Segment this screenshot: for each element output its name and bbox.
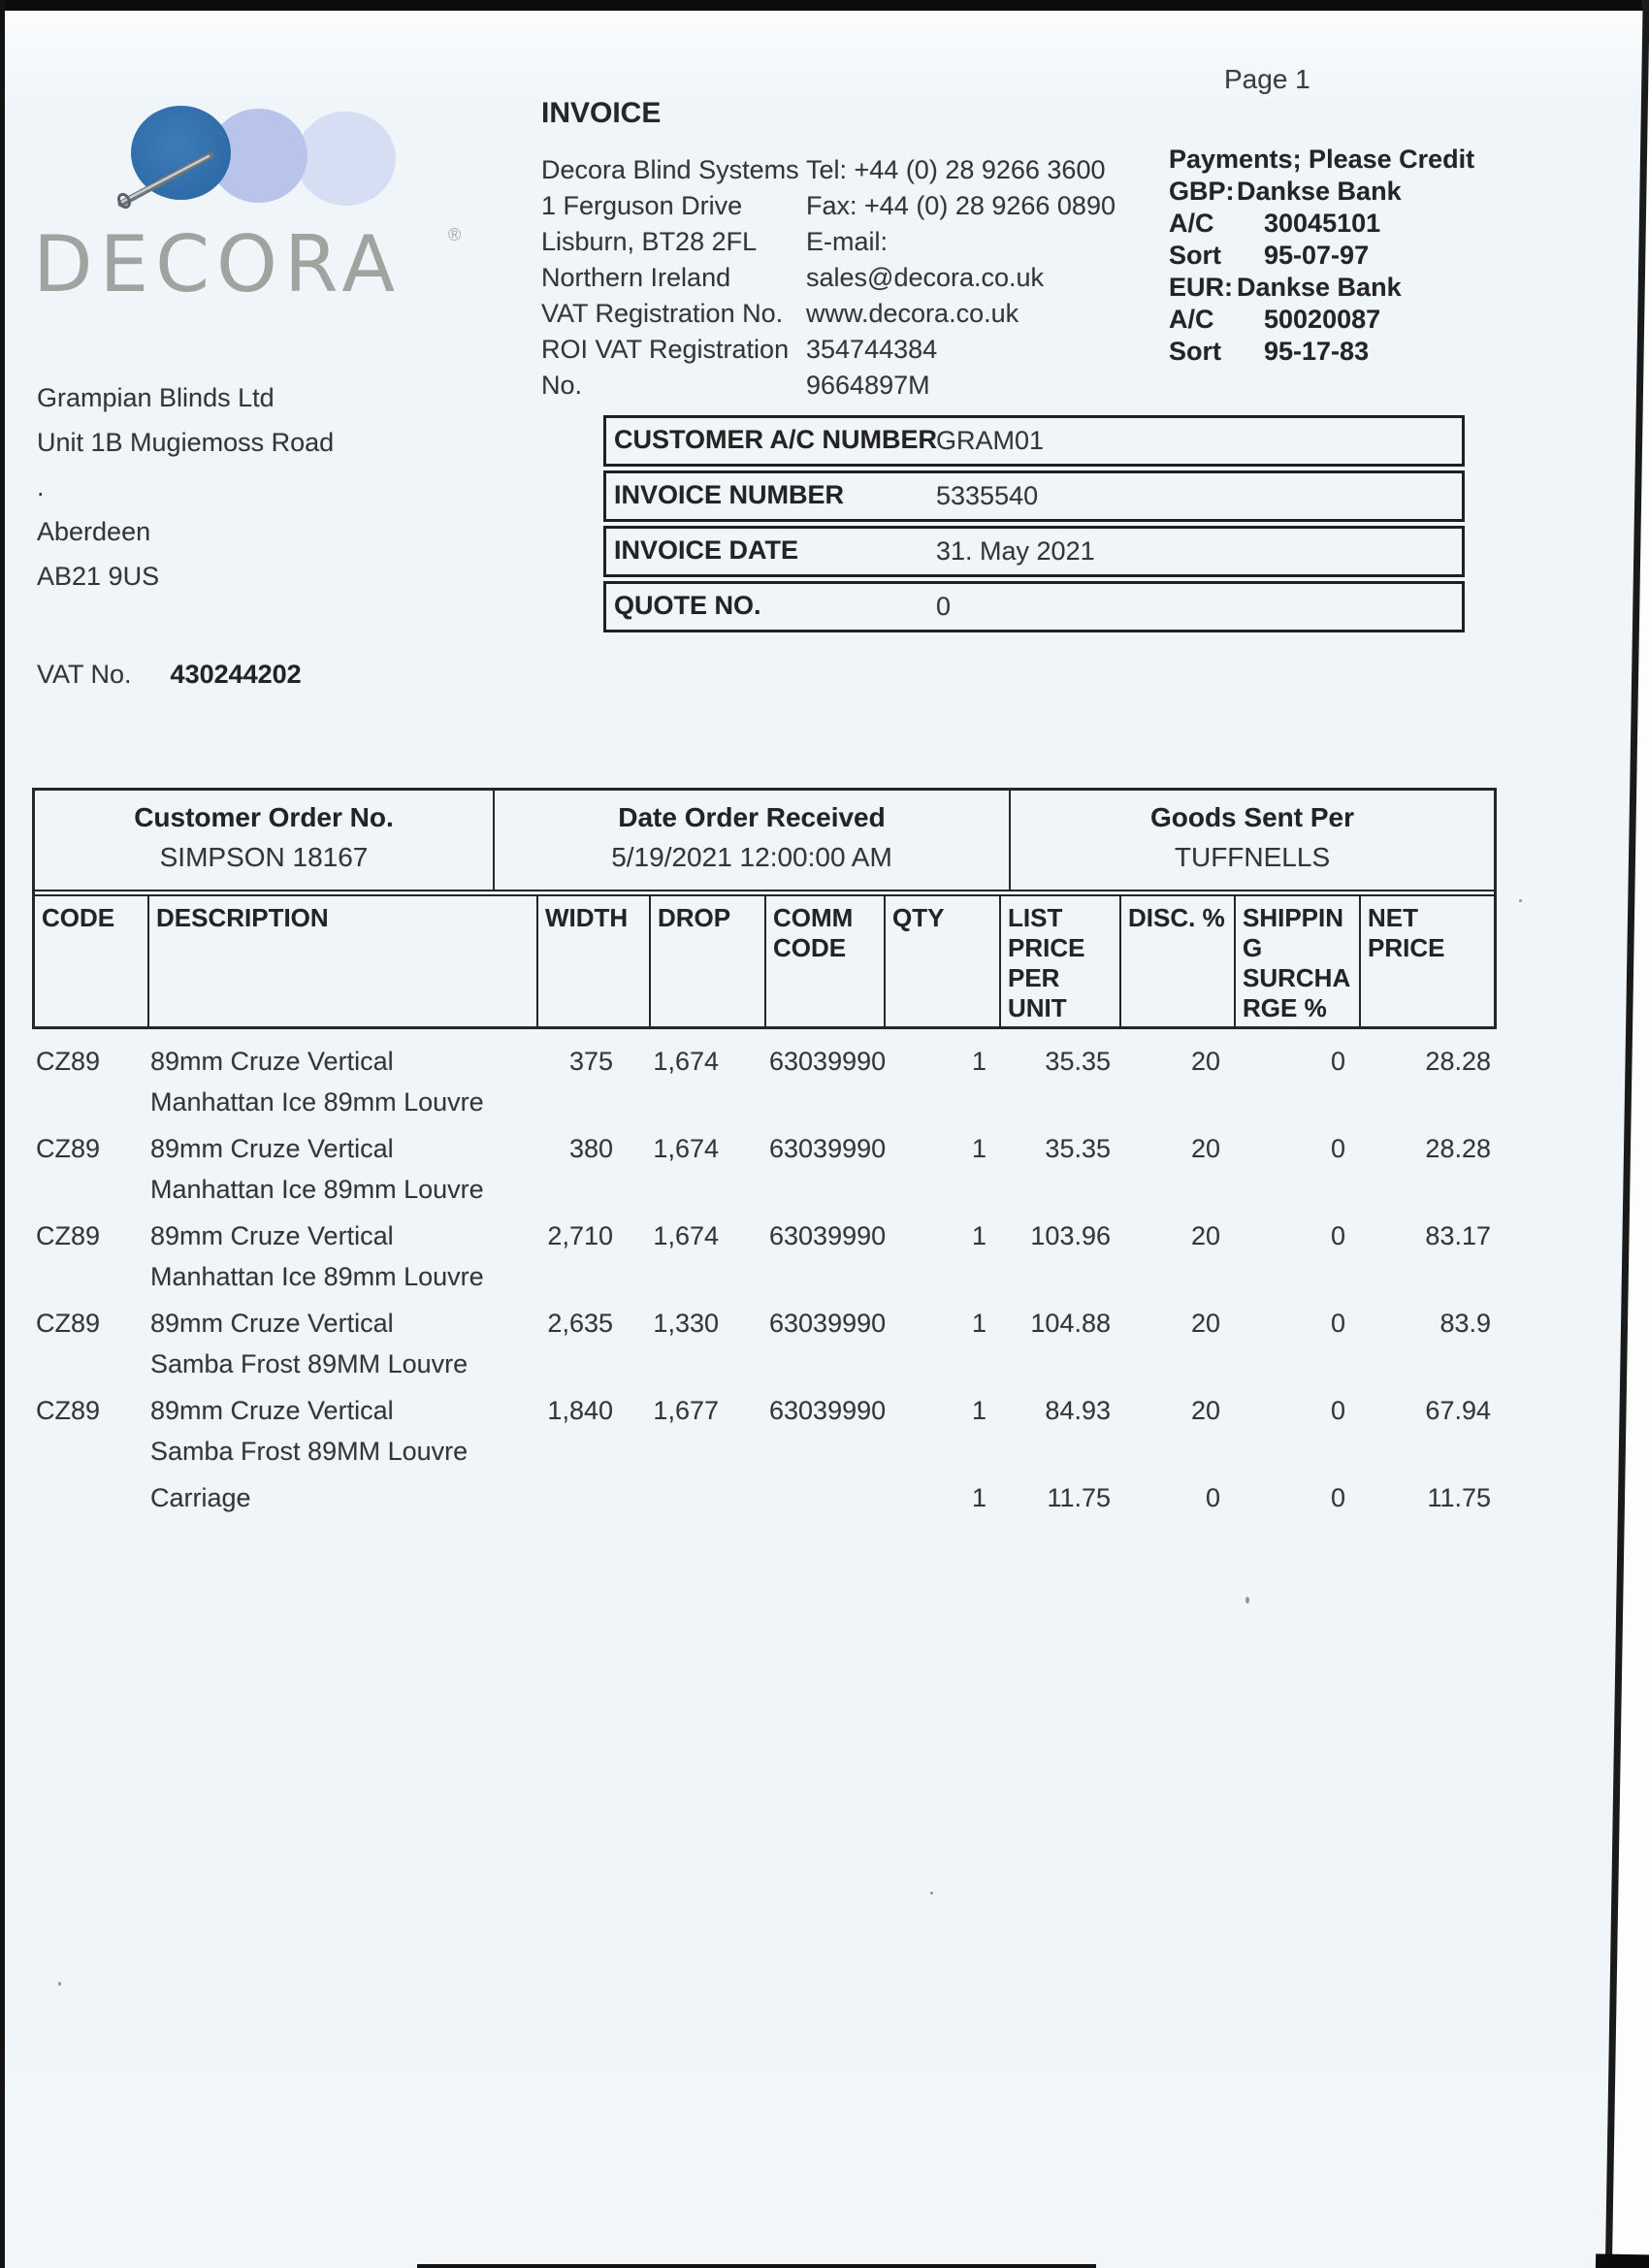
description-line2: Samba Frost 89MM Louvre: [150, 1349, 469, 1378]
company-line: 1 Ferguson Drive: [541, 191, 743, 220]
invoice-box-label: INVOICE NUMBER: [614, 480, 845, 509]
invoice-info-box: [603, 415, 1465, 636]
cell-code: CZ89: [36, 1396, 101, 1425]
description-line2: Manhattan Ice 89mm Louvre: [150, 1175, 484, 1204]
payment-row: [1169, 272, 1474, 304]
cell-code: CZ89: [36, 1047, 101, 1076]
payment-value: 30045101: [1264, 209, 1381, 238]
column-header-comm-code: COMM CODE: [766, 896, 886, 1026]
customer-account-number: GRAM01: [936, 426, 1045, 455]
column-header-code: CODE: [35, 896, 149, 1026]
cell-shipping: 0: [1330, 1047, 1345, 1076]
payment-value: Dankse Bank: [1237, 177, 1402, 206]
customer-address-line: Unit 1B Mugiemoss Road: [37, 428, 335, 457]
invoice-box-label: INVOICE DATE: [614, 535, 799, 565]
customer-address-block: [37, 375, 334, 599]
brand-wordmark: DECORA: [33, 219, 403, 309]
order-meta-title: Date Order Received: [618, 802, 886, 832]
cell-description: [146, 1215, 535, 1297]
cell-code: CZ89: [36, 1134, 101, 1163]
column-header-drop: DROP: [651, 896, 766, 1026]
payments-title: Payments; Please Credit: [1169, 145, 1475, 174]
contact-line: E-mail: sales@decora.co.uk: [806, 227, 1045, 292]
table-row-carriage: [32, 1477, 1497, 1518]
cell-shipping: 0: [1330, 1483, 1345, 1512]
contact-line: 9664897M: [806, 371, 930, 400]
cell-list-price: 35.35: [1045, 1047, 1111, 1076]
cell-description: [146, 1128, 535, 1210]
company-line: Lisburn, BT28 2FL: [541, 227, 758, 256]
description-line1: 89mm Cruze Vertical: [150, 1221, 394, 1250]
cell-comm-code: [763, 1477, 883, 1518]
cell-list-price: 35.35: [1045, 1134, 1111, 1163]
payment-label: Sort: [1169, 337, 1221, 366]
cell-shipping: 0: [1330, 1309, 1345, 1338]
cell-list-price: 104.88: [1030, 1309, 1111, 1338]
scan-speck: [1245, 1597, 1249, 1604]
document-title: INVOICE: [541, 97, 662, 129]
cell-width: 375: [568, 1047, 613, 1076]
cell-qty: 1: [971, 1483, 986, 1512]
cell-disc: 20: [1190, 1396, 1220, 1425]
cell-drop: 1,674: [653, 1134, 719, 1163]
invoice-box-row: [603, 526, 1465, 577]
payment-label: EUR:: [1169, 273, 1233, 302]
quote-number: 0: [936, 592, 952, 621]
company-line: No.: [541, 371, 583, 400]
cell-list-price: 84.93: [1045, 1396, 1111, 1425]
contact-line: www.decora.co.uk: [806, 299, 1019, 328]
customer-address-line: .: [37, 472, 45, 502]
needle-icon: [102, 136, 223, 218]
column-header-description: DESCRIPTION: [149, 896, 538, 1026]
cell-shipping: 0: [1330, 1221, 1345, 1250]
invoice-box-row: [603, 415, 1465, 467]
scan-edge-left: [0, 0, 5, 2268]
page-number: Page 1: [1224, 64, 1310, 94]
order-meta-section: [495, 791, 1011, 890]
cell-comm-code: 63039990: [769, 1309, 887, 1338]
customer-address-line: AB21 9US: [37, 562, 160, 591]
company-address-block: [541, 152, 813, 404]
cell-comm-code: 63039990: [769, 1134, 887, 1163]
order-meta-section: [35, 791, 495, 890]
payment-value: 50020087: [1264, 305, 1381, 334]
payment-row: [1169, 336, 1474, 368]
cell-qty: 1: [971, 1309, 986, 1338]
table-row: [32, 1390, 1497, 1472]
order-meta-title: Customer Order No.: [134, 802, 394, 832]
vat-number: 430244202: [170, 660, 302, 689]
cell-qty: 1: [971, 1221, 986, 1250]
cell-code: [32, 1477, 146, 1518]
description-line1: 89mm Cruze Vertical: [150, 1309, 394, 1338]
cell-disc: 20: [1190, 1221, 1220, 1250]
invoice-date: 31. May 2021: [936, 536, 1095, 566]
payment-value: 95-17-83: [1264, 337, 1370, 366]
payment-row: [1169, 176, 1474, 208]
cell-drop: [648, 1477, 763, 1518]
table-row: [32, 1128, 1497, 1210]
cell-qty: 1: [971, 1047, 986, 1076]
payments-block: [1169, 144, 1474, 368]
customer-order-number: SIMPSON 18167: [159, 842, 369, 872]
cell-net-price: 83.17: [1425, 1221, 1491, 1250]
customer-address-line: Aberdeen: [37, 517, 151, 546]
column-header-list-price: LIST PRICE PER UNIT: [1001, 896, 1121, 1026]
description-line1: 89mm Cruze Vertical: [150, 1396, 394, 1425]
table-row: [32, 1215, 1497, 1297]
company-contact-block: [806, 152, 1126, 404]
payment-row: [1169, 208, 1474, 240]
payment-label: A/C: [1169, 209, 1214, 238]
cell-net-price: 28.28: [1425, 1134, 1491, 1163]
cell-code: CZ89: [36, 1221, 101, 1250]
cell-drop: 1,674: [653, 1047, 719, 1076]
cell-disc: 0: [1205, 1483, 1220, 1512]
contact-line: 354744384: [806, 335, 938, 364]
logo-circle-light: [296, 112, 396, 206]
scan-corner-bottom-right: [1596, 2253, 1649, 2268]
scan-speck: [930, 1892, 933, 1895]
cell-qty: 1: [971, 1134, 986, 1163]
registered-trademark-icon: ®: [448, 225, 462, 244]
description-line2: Samba Frost 89MM Louvre: [150, 1437, 469, 1466]
payment-row: [1169, 240, 1474, 272]
cell-disc: 20: [1190, 1134, 1220, 1163]
order-table-header: [32, 788, 1497, 1029]
cell-drop: 1,674: [653, 1221, 719, 1250]
column-header-shipping-surcharge: SHIPPING SURCHARGE %: [1236, 896, 1361, 1026]
company-line: VAT Registration No.: [541, 299, 784, 328]
cell-width: 380: [568, 1134, 613, 1163]
cell-shipping: 0: [1330, 1134, 1345, 1163]
description-line1: Carriage: [150, 1483, 251, 1512]
column-header-net-price: NET PRICE: [1368, 903, 1445, 962]
scan-edge-bottom: [417, 2264, 1096, 2268]
invoice-box-label: CUSTOMER A/C NUMBER: [614, 425, 938, 454]
cell-width: 2,710: [547, 1221, 613, 1250]
invoice-box-row: [603, 581, 1465, 632]
company-line: Decora Blind Systems: [541, 155, 799, 184]
cell-description: [146, 1041, 535, 1122]
cell-shipping: 0: [1330, 1396, 1345, 1425]
column-header-row: [35, 894, 1494, 1026]
cell-width: 1,840: [547, 1396, 613, 1425]
cell-drop: 1,677: [653, 1396, 719, 1425]
cell-list-price: 11.75: [1047, 1483, 1111, 1512]
contact-line: Tel: +44 (0) 28 9266 3600: [806, 155, 1106, 184]
column-header-disc: DISC. %: [1121, 896, 1236, 1026]
scan-paper-right-edge: [1604, 0, 1649, 2268]
vat-label: VAT No.: [37, 660, 132, 689]
payment-value: Dankse Bank: [1237, 273, 1402, 302]
cell-width: 2,635: [547, 1309, 613, 1338]
payment-label: GBP:: [1169, 177, 1235, 206]
scan-edge-top: [0, 0, 1649, 11]
description-line1: 89mm Cruze Vertical: [150, 1047, 394, 1076]
order-meta-section: [1011, 791, 1494, 890]
customer-address-line: Grampian Blinds Ltd: [37, 383, 275, 412]
cell-qty: 1: [971, 1396, 986, 1425]
goods-sent-per: TUFFNELLS: [1174, 842, 1331, 872]
cell-description: [146, 1303, 535, 1384]
column-header-width: WIDTH: [538, 896, 651, 1026]
cell-comm-code: 63039990: [769, 1396, 887, 1425]
cell-net-price: 83.9: [1439, 1309, 1491, 1338]
cell-drop: 1,330: [653, 1309, 719, 1338]
description-line2: Manhattan Ice 89mm Louvre: [150, 1262, 484, 1291]
cell-net-price: 11.75: [1427, 1483, 1491, 1512]
order-meta-title: Goods Sent Per: [1149, 802, 1355, 832]
scan-speck: [1519, 899, 1522, 902]
customer-vat-row: [37, 660, 302, 690]
payment-label: A/C: [1169, 305, 1214, 334]
company-line: Northern Ireland: [541, 263, 731, 292]
cell-disc: 20: [1190, 1309, 1220, 1338]
cell-disc: 20: [1190, 1047, 1220, 1076]
order-table-body: [32, 1033, 1497, 1524]
cell-width: [535, 1477, 648, 1518]
description-line2: Manhattan Ice 89mm Louvre: [150, 1087, 484, 1117]
column-header-qty: QTY: [886, 896, 1001, 1026]
cell-net-price: 28.28: [1425, 1047, 1491, 1076]
cell-list-price: 103.96: [1030, 1221, 1111, 1250]
date-order-received: 5/19/2021 12:00:00 AM: [611, 842, 892, 872]
cell-description: [146, 1390, 535, 1472]
order-meta-row: [35, 791, 1494, 891]
cell-comm-code: 63039990: [769, 1047, 887, 1076]
scan-speck: [58, 1982, 61, 1986]
contact-line: Fax: +44 (0) 28 9266 0890: [806, 191, 1116, 220]
description-line1: 89mm Cruze Vertical: [150, 1134, 394, 1163]
invoice-box-row: [603, 470, 1465, 522]
table-row: [32, 1303, 1497, 1384]
payment-row: [1169, 304, 1474, 336]
cell-code: CZ89: [36, 1309, 101, 1338]
payment-label: Sort: [1169, 241, 1221, 270]
company-line: ROI VAT Registration: [541, 335, 790, 364]
cell-description: [146, 1477, 535, 1518]
cell-net-price: 67.94: [1425, 1396, 1491, 1425]
invoice-number: 5335540: [936, 481, 1039, 510]
cell-comm-code: 63039990: [769, 1221, 887, 1250]
payment-value: 95-07-97: [1264, 241, 1370, 270]
invoice-box-label: QUOTE NO.: [614, 591, 761, 620]
table-row: [32, 1041, 1497, 1122]
